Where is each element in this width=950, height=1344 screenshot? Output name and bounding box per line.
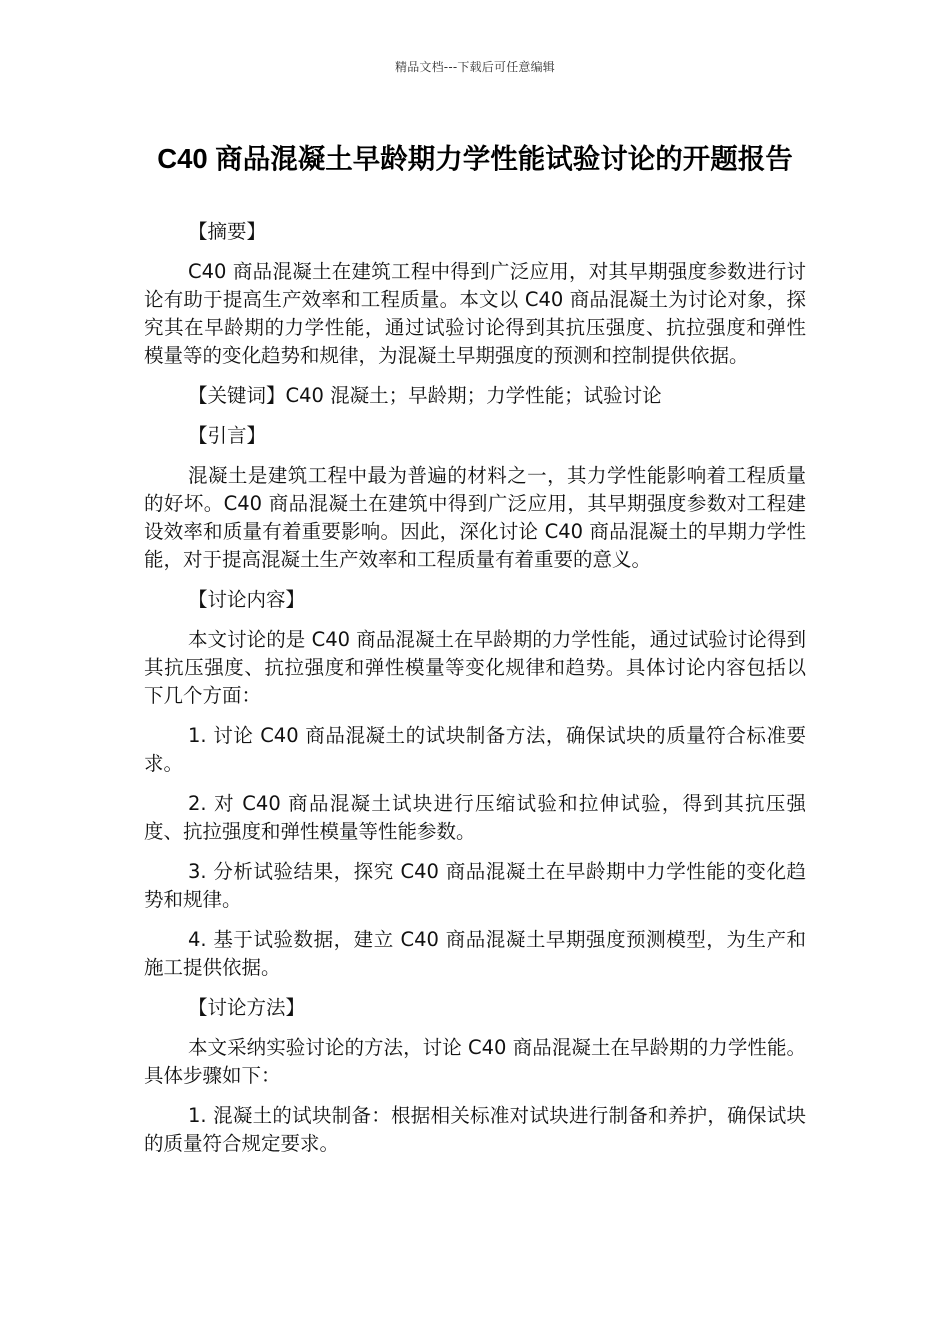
intro-heading: 【引言】 bbox=[188, 424, 267, 447]
content-item-2: 2. 对 C40 商品混凝土试块进行压缩试验和拉伸试验，得到其抗压强度、抗拉强度和弹性模量等性能参数。 bbox=[144, 792, 806, 843]
method-heading: 【讨论方法】 bbox=[188, 996, 306, 1019]
abstract-paragraph: C40 商品混凝土在建筑工程中得到广泛应用，对其早期强度参数进行讨论有助于提高生产效率和工程质量。本文以 C40 商品混凝土为讨论对象，探究其在早龄期的力学性能，通过试验讨论得到其抗压强度、抗拉强度和弹性模量等的变化趋势和规律，为混凝土早期强度的预测和控制提供依据。 bbox=[144, 260, 806, 367]
intro-paragraph: 混凝土是建筑工程中最为普遍的材料之一，其力学性能影响着工程质量的好坏。C40 商品混凝土在建筑中得到广泛应用，其早期强度参数对工程建设效率和质量有着重要影响。因此，深化讨论 C40 商品混凝土的早期力学性能，对于提高混凝土生产效率和工程质量有着重要的意义。 bbox=[144, 464, 806, 571]
document-title: C40 商品混凝土早龄期力学性能试验讨论的开题报告 bbox=[157, 143, 793, 174]
content-heading: 【讨论内容】 bbox=[188, 588, 306, 611]
content-item-4: 4. 基于试验数据，建立 C40 商品混凝土早期强度预测模型，为生产和施工提供依据。 bbox=[144, 928, 806, 979]
document-body bbox=[144, 218, 806, 1170]
keywords-line: 【关键词】C40 混凝土；早龄期；力学性能；试验讨论 bbox=[188, 384, 662, 407]
abstract-heading: 【摘要】 bbox=[188, 220, 267, 243]
method-item-1: 1. 混凝土的试块制备：根据相关标准对试块进行制备和养护，确保试块的质量符合规定要求。 bbox=[144, 1104, 806, 1155]
content-item-1: 1. 讨论 C40 商品混凝土的试块制备方法，确保试块的质量符合标准要求。 bbox=[144, 724, 806, 775]
content-paragraph: 本文讨论的是 C40 商品混凝土在早龄期的力学性能，通过试验讨论得到其抗压强度、抗拉强度和弹性模量等变化规律和趋势。具体讨论内容包括以下几个方面： bbox=[144, 628, 806, 707]
page-header-note: 精品文档---下载后可任意编辑 bbox=[395, 60, 555, 74]
content-item-3: 3. 分析试验结果，探究 C40 商品混凝土在早龄期中力学性能的变化趋势和规律。 bbox=[144, 860, 806, 911]
method-paragraph: 本文采纳实验讨论的方法，讨论 C40 商品混凝土在早龄期的力学性能。具体步骤如下： bbox=[144, 1036, 806, 1087]
